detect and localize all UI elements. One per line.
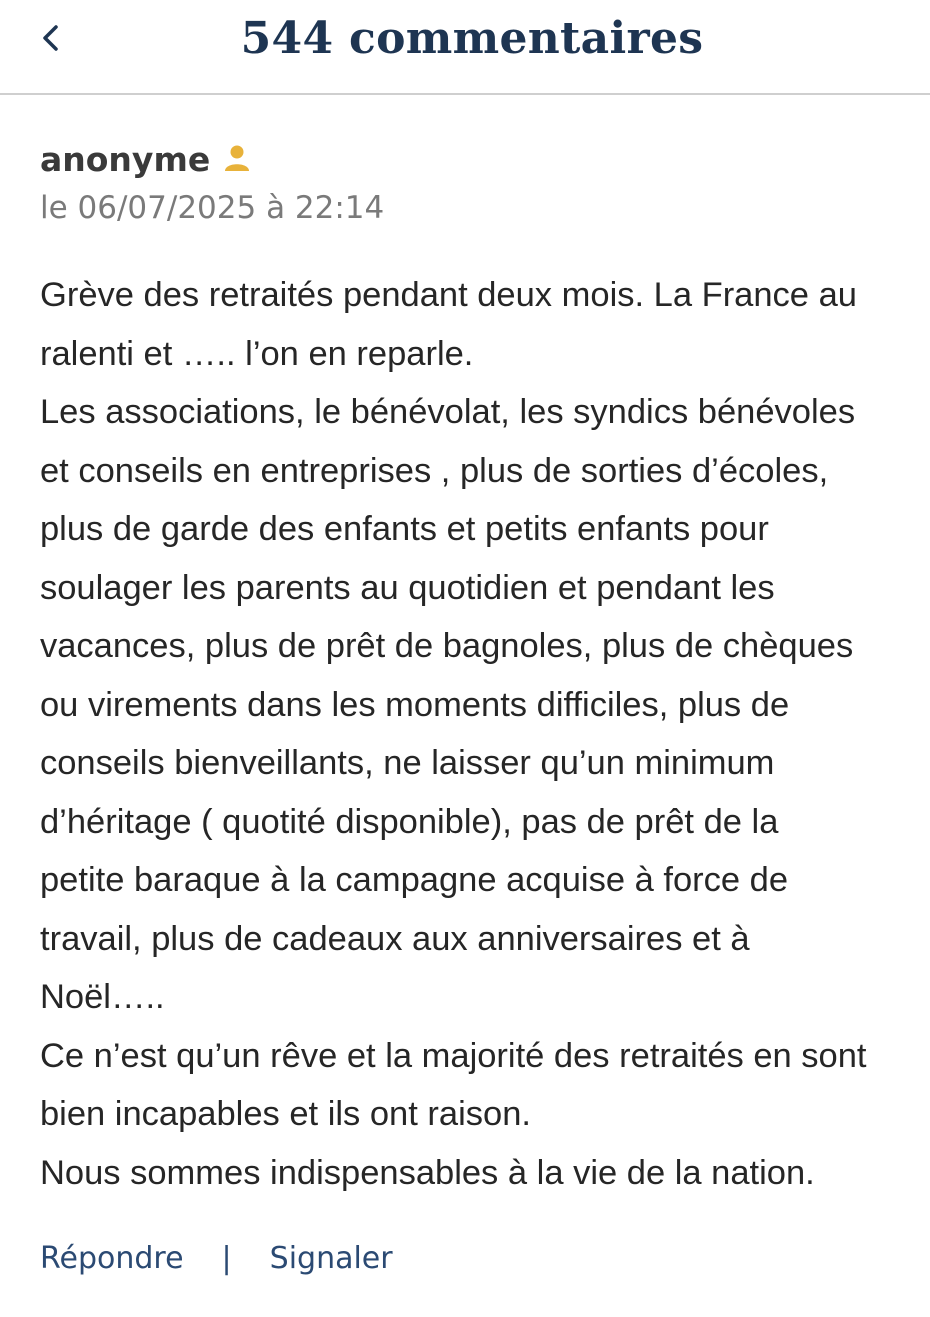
comment-line: Grève des retraités pendant deux mois. La France au bbox=[40, 276, 857, 314]
comment-line: vacances, plus de prêt de bagnoles, plus de chèques bbox=[40, 627, 854, 665]
comment-line: Nous sommes indispensables à la vie de la nation. bbox=[40, 1153, 815, 1192]
comment-line: bien incapables et ils ont raison. bbox=[40, 1095, 531, 1133]
comment-line: Noël….. bbox=[40, 978, 165, 1016]
action-separator: | bbox=[221, 1240, 232, 1276]
page-title: 544 commentaires bbox=[240, 13, 704, 64]
comment-line: d’héritage ( quotité disponible), pas de prêt de la bbox=[40, 802, 779, 841]
comment-line: soulager les parents au quotidien et pendant les bbox=[40, 568, 775, 607]
comment-body bbox=[40, 266, 910, 1202]
user-icon bbox=[224, 144, 250, 172]
comment-line: ou virements dans les moments difficiles, plus de bbox=[40, 685, 790, 724]
report-link[interactable]: Signaler bbox=[269, 1240, 393, 1276]
top-bar bbox=[0, 0, 930, 95]
comment-line: et conseils en entreprises , plus de sorties d’écoles, bbox=[40, 451, 829, 490]
comment-line: conseils bienveillants, ne laisser qu’un minimum bbox=[40, 744, 775, 782]
reply-link[interactable]: Répondre bbox=[40, 1240, 184, 1276]
comment-date: le 06/07/2025 à 22:14 bbox=[40, 190, 385, 226]
comment-line: travail, plus de cadeaux aux anniversaires et à bbox=[40, 919, 750, 958]
comment-line: plus de garde des enfants et petits enfants pour bbox=[40, 510, 769, 548]
comment-line: Ce n’est qu’un rêve et la majorité des retraités en sont bbox=[40, 1036, 867, 1075]
comment-author-row bbox=[40, 136, 910, 184]
comment-line: Les associations, le bénévolat, les syndics bénévoles bbox=[40, 393, 856, 431]
comment-author: anonyme bbox=[40, 140, 211, 179]
comment-line: ralenti et ….. l’on en reparle. bbox=[40, 334, 474, 373]
comment-line: petite baraque à la campagne acquise à force de bbox=[40, 861, 789, 899]
comment-card bbox=[40, 136, 910, 1202]
comment-actions bbox=[40, 1232, 393, 1284]
